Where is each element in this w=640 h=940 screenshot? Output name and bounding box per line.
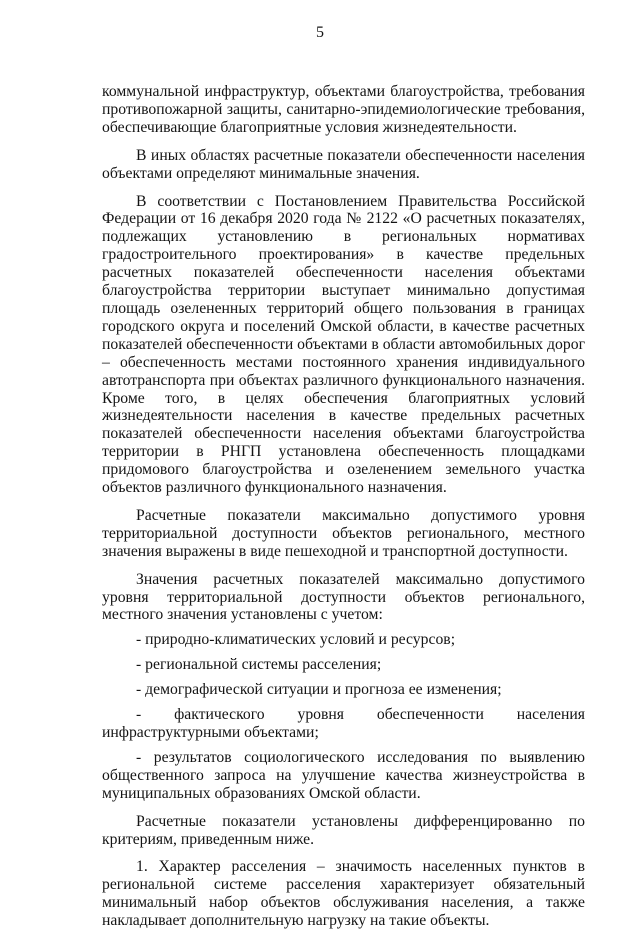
list-item: - фактического уровня обеспеченности населения инфраструктурными объектами; [102, 706, 585, 741]
list-item: - демографической ситуации и прогноза ее изменения; [136, 681, 502, 699]
paragraph: Расчетные показатели максимально допустимого уровня территориальной доступности объектов регионального, местного значения выражены в виде пешеходной и транспортной доступности. [102, 506, 585, 560]
paragraph: Расчетные показатели установлены дифференцированно по критериям, приведенным ниже. [102, 812, 585, 848]
paragraph: В соответствии с Постановлением Правительства Российской Федерации от 16 декабря 2020 года № 2122 «О расчетных показателях, подлежащих установлению в региональных нормативах градостроительного проектирования» в качестве предельных расчетных показателей обеспеченности населения объектами благоустройства территории выступает минимально допустимая площадь озелененных территорий общего пользования в границах городского округа и поселений Омской области, в качестве расчетных показателей обеспеченности объектами в области автомобильных дорог – обеспеченность местами постоянного хранения индивидуального автотранспорта при объектах различного функционального назначения. Кроме того, в целях обеспечения благоприятных условий жизнедеятельности населения в качестве предельных расчетных показателей обеспеченности населения объектами благоустройства территории в РНГП установлена обеспеченность площадками придомового благоустройства и озеленением земельного участка объектов различного функционального назначения. [102, 192, 586, 497]
paragraph: В иных областях расчетные показатели обеспеченности населения объектами определяют минимальные значения. [102, 146, 585, 182]
paragraph: коммунальной инфраструктур, объектами благоустройства, требования противопожарной защиты, санитарно-эпидемиологические требования, обеспечивающие благоприятные условия жизнедеятельности. [102, 83, 585, 136]
list-item: - природно-климатических условий и ресурсов; [136, 631, 456, 649]
paragraph: Значения расчетных показателей максимально допустимого уровня территориальной доступности объектов регионального, местного значения установлены с учетом: [102, 570, 585, 624]
document-body [102, 83, 585, 940]
list-item: - результатов социологического исследования по выявлению общественного запроса на улучшение качества жизнеустройства в муниципальных образованиях Омской области. [102, 748, 585, 802]
page-number: 5 [316, 24, 324, 41]
list-item: - региональной системы расселения; [136, 656, 382, 674]
paragraph: 1. Характер расселения – значимость населенных пунктов в региональной системе расселения характеризует обязательный минимальный набор объектов обслуживания населения, а также накладывает дополнительную нагрузку на такие объекты. [102, 858, 585, 930]
